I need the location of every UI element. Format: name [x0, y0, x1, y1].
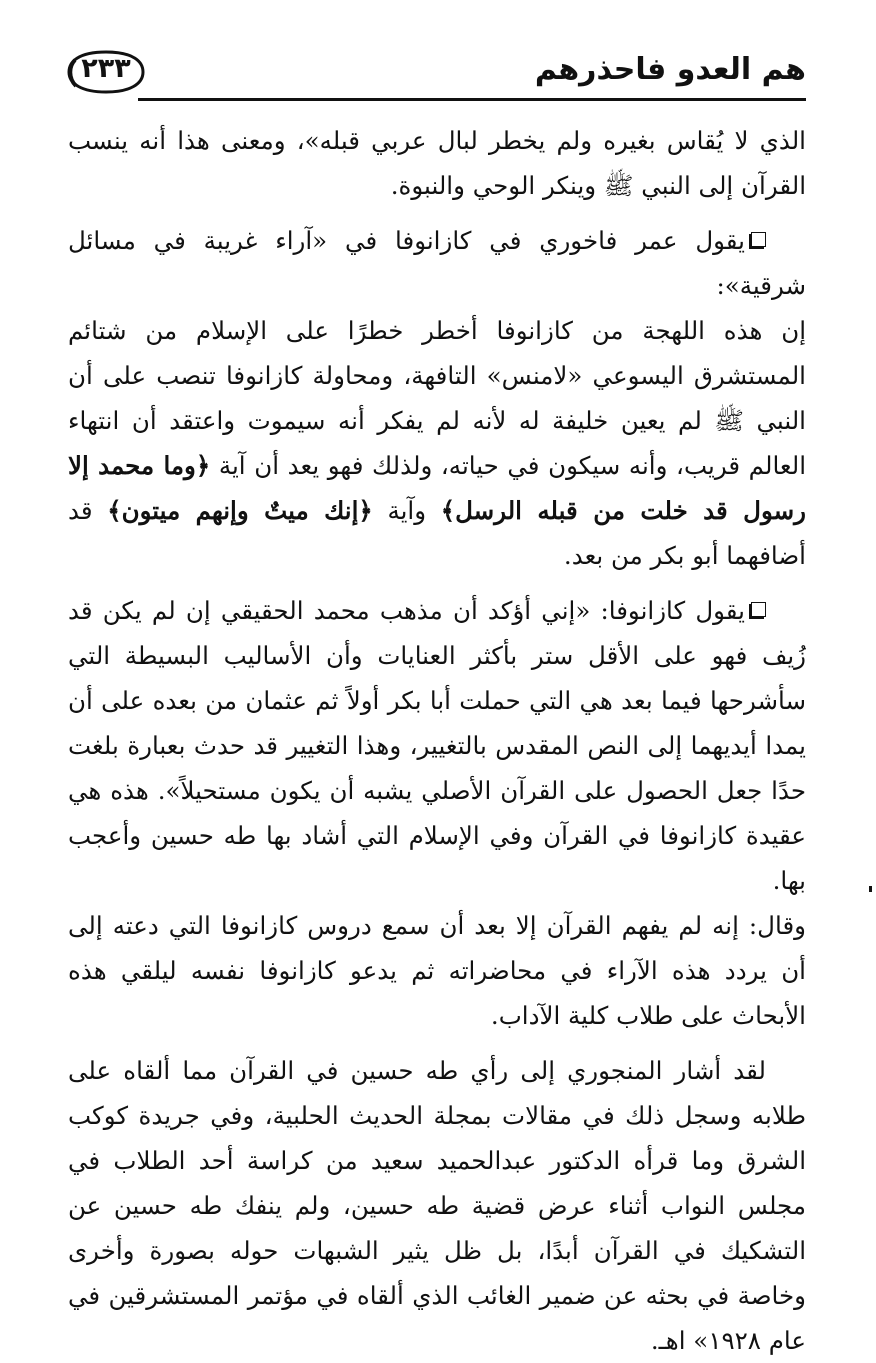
body-text	[68, 118, 806, 1363]
paragraph-2	[68, 218, 806, 308]
square-bullet-icon	[751, 232, 766, 247]
quran-verse-1: ﴿وما محمد إلا رسول قد خلت من قبله الرسل﴾	[68, 451, 806, 525]
paragraph-4-text: يقول كازانوفا: «إني أؤكد أن مذهب محمد الحقيقي إن لم يكن قد زُيف فهو على الأقل ستر بأكثر العنايات وأن الأساليب البسيطة التي سأشرحها فيما بعد هي التي حملت أبا بكر أولاً ثم عثمان من بعده على أن يمدا أيديهما إلى النص المقدس بالتغيير، وهذا التغيير قد حدث بعبارة بلغت حدًا جعل الحصول على القرآن الأصلي يشبه أن يكون مستحيلاً». هذه هي عقيدة كازانوفا في القرآن وفي الإسلام التي أشاد بها طه حسين وأعجب بها.	[68, 596, 806, 895]
header-rule	[138, 98, 806, 101]
paragraph-4	[68, 588, 806, 903]
paragraph-6: لقد أشار المنجوري إلى رأي طه حسين في القرآن مما ألقاه على طلابه وسجل ذلك في مقالات بمجلة الحديث الحلبية، وفي جريدة كوكب الشرق وما قرأه الدكتور عبدالحميد سعيد من كراسة أحد الطلاب في مجلس النواب أثناء عرض قضية طه حسين، ولم ينفك طه حسين عن التشكيك في القرآن أبدًا، بل ظل يثير الشبهات حوله بصورة وأخرى وخاصة في بحثه عن ضمير الغائب الذي ألقاه في مؤتمر المستشرقين في عام ١٩٢٨» اهـ.	[68, 1056, 806, 1355]
running-header-title: هم العدو فاحذرهم	[534, 52, 806, 87]
paragraph-1: الذي لا يُقاس بغيره ولم يخطر لبال عربي قبله»، ومعنى هذا أنه ينسب القرآن إلى النبي ﷺ وينكر الوحي والنبوة.	[68, 126, 806, 200]
quran-verse-2: ﴿إنك ميتٌ وإنهم ميتون﴾	[107, 496, 373, 525]
paragraph-2-text: يقول عمر فاخوري في كازانوفا في «آراء غريبة في مسائل شرقية»:	[68, 226, 806, 300]
paragraph-3-part3: قد أضافهما أبو بكر من بعد.	[68, 496, 806, 570]
page-number-badge	[66, 48, 146, 94]
page-header	[66, 46, 806, 108]
paragraph-3-part2: وآية	[372, 496, 441, 525]
scan-mark	[869, 886, 872, 892]
square-bullet-icon	[751, 602, 766, 617]
paragraph-3	[68, 308, 806, 578]
paragraph-5: وقال: إنه لم يفهم القرآن إلا بعد أن سمع دروس كازانوفا التي دعته إلى أن يردد هذه الآراء في محاضراته ثم يدعو كازانوفا نفسه ليلقي هذه الأبحاث على طلاب كلية الآداب.	[68, 911, 806, 1030]
paragraph-3-part1: إن هذه اللهجة من كازانوفا أخطر خطرًا على الإسلام من شتائم المستشرق اليسوعي «لامنس» التافهة، ومحاولة كازانوفا تنصب على أن النبي ﷺ لم يعين خليفة له لأنه لم يفكر أنه سيموت واعتقد أن انتهاء العالم قريب، وأنه سيكون في حياته، ولذلك فهو يعد أن آية	[68, 316, 807, 480]
page-number: ٢٣٣	[81, 53, 131, 84]
